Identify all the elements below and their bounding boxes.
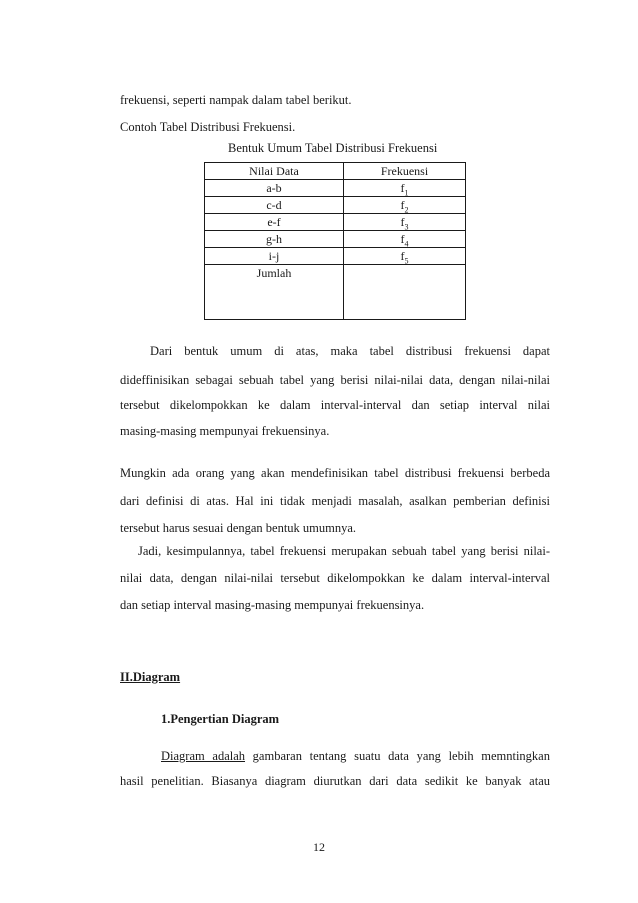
header-nilai-data: Nilai Data xyxy=(205,163,344,180)
cell-nilai-data: g-h xyxy=(205,231,344,248)
table-row xyxy=(205,197,466,214)
paragraph-1-line-4: masing-masing mempunyai frekuensinya. xyxy=(120,424,330,438)
table-total-row xyxy=(205,265,466,320)
table-row xyxy=(205,231,466,248)
table-header-row xyxy=(205,163,466,180)
subsection-heading: 1.Pengertian Diagram xyxy=(161,712,280,726)
paragraph-3-line-3: dan setiap interval masing-masing mempunyai frekuensinya. xyxy=(120,598,425,612)
cell-nilai-data: e-f xyxy=(205,214,344,231)
intro-line-2: Contoh Tabel Distribusi Frekuensi. xyxy=(120,120,296,134)
table-caption: Bentuk Umum Tabel Distribusi Frekuensi xyxy=(228,141,438,155)
page-number: 12 xyxy=(313,840,325,854)
cell-frekuensi: $f_5$ xyxy=(344,248,466,265)
paragraph-3-line-2: nilai data, dengan nilai-nilai tersebut dikelompokkan ke dalam interval-interval xyxy=(120,571,550,585)
cell-frekuensi: $f_2$ xyxy=(344,197,466,214)
paragraph-2-line-2: dari definisi di atas. Hal ini tidak menjadi masalah, asalkan pemberian definisi xyxy=(120,494,550,508)
cell-frekuensi: $f_1$ xyxy=(344,180,466,197)
diagram-term: Diagram adalah xyxy=(161,749,246,763)
intro-line-1: frekuensi, seperti nampak dalam tabel berikut. xyxy=(120,93,352,107)
paragraph-1-line-2: dideffinisikan sebagai sebuah tabel yang berisi nilai-nilai data, dengan nilai-nilai xyxy=(120,373,550,387)
paragraph-3-line-1: Jadi, kesimpulannya, tabel frekuensi merupakan sebuah tabel yang berisi nilai- xyxy=(138,544,550,558)
cell-jumlah: Jumlah xyxy=(205,265,344,320)
table-row xyxy=(205,248,466,265)
paragraph-2-line-1: Mungkin ada orang yang akan mendefinisikan tabel distribusi frekuensi berbeda xyxy=(120,466,550,480)
section-heading: II.Diagram xyxy=(120,670,181,684)
cell-nilai-data: a-b xyxy=(205,180,344,197)
cell-frekuensi: $f_3$ xyxy=(344,214,466,231)
cell-nilai-data: i-j xyxy=(205,248,344,265)
cell-frekuensi: $f_4$ xyxy=(344,231,466,248)
header-frekuensi: Frekuensi xyxy=(344,163,466,180)
paragraph-1-line-1: Dari bentuk umum di atas, maka tabel distribusi frekuensi dapat xyxy=(150,344,550,358)
diagram-paragraph-line-1: Diagram adalah gambaran tentang suatu data yang lebih memntingkan xyxy=(161,749,550,763)
paragraph-2-line-3: tersebut harus sesuai dengan bentuk umumnya. xyxy=(120,521,357,535)
frequency-distribution-table xyxy=(204,162,466,320)
cell-jumlah-value xyxy=(344,265,466,320)
diagram-paragraph-line-2: hasil penelitian. Biasanya diagram diurutkan dari data sedikit ke banyak atau xyxy=(120,774,550,788)
table-row xyxy=(205,214,466,231)
cell-nilai-data: c-d xyxy=(205,197,344,214)
table-row xyxy=(205,180,466,197)
paragraph-1-line-3: tersebut dikelompokkan ke dalam interval-interval dan setiap interval nilai xyxy=(120,398,550,412)
